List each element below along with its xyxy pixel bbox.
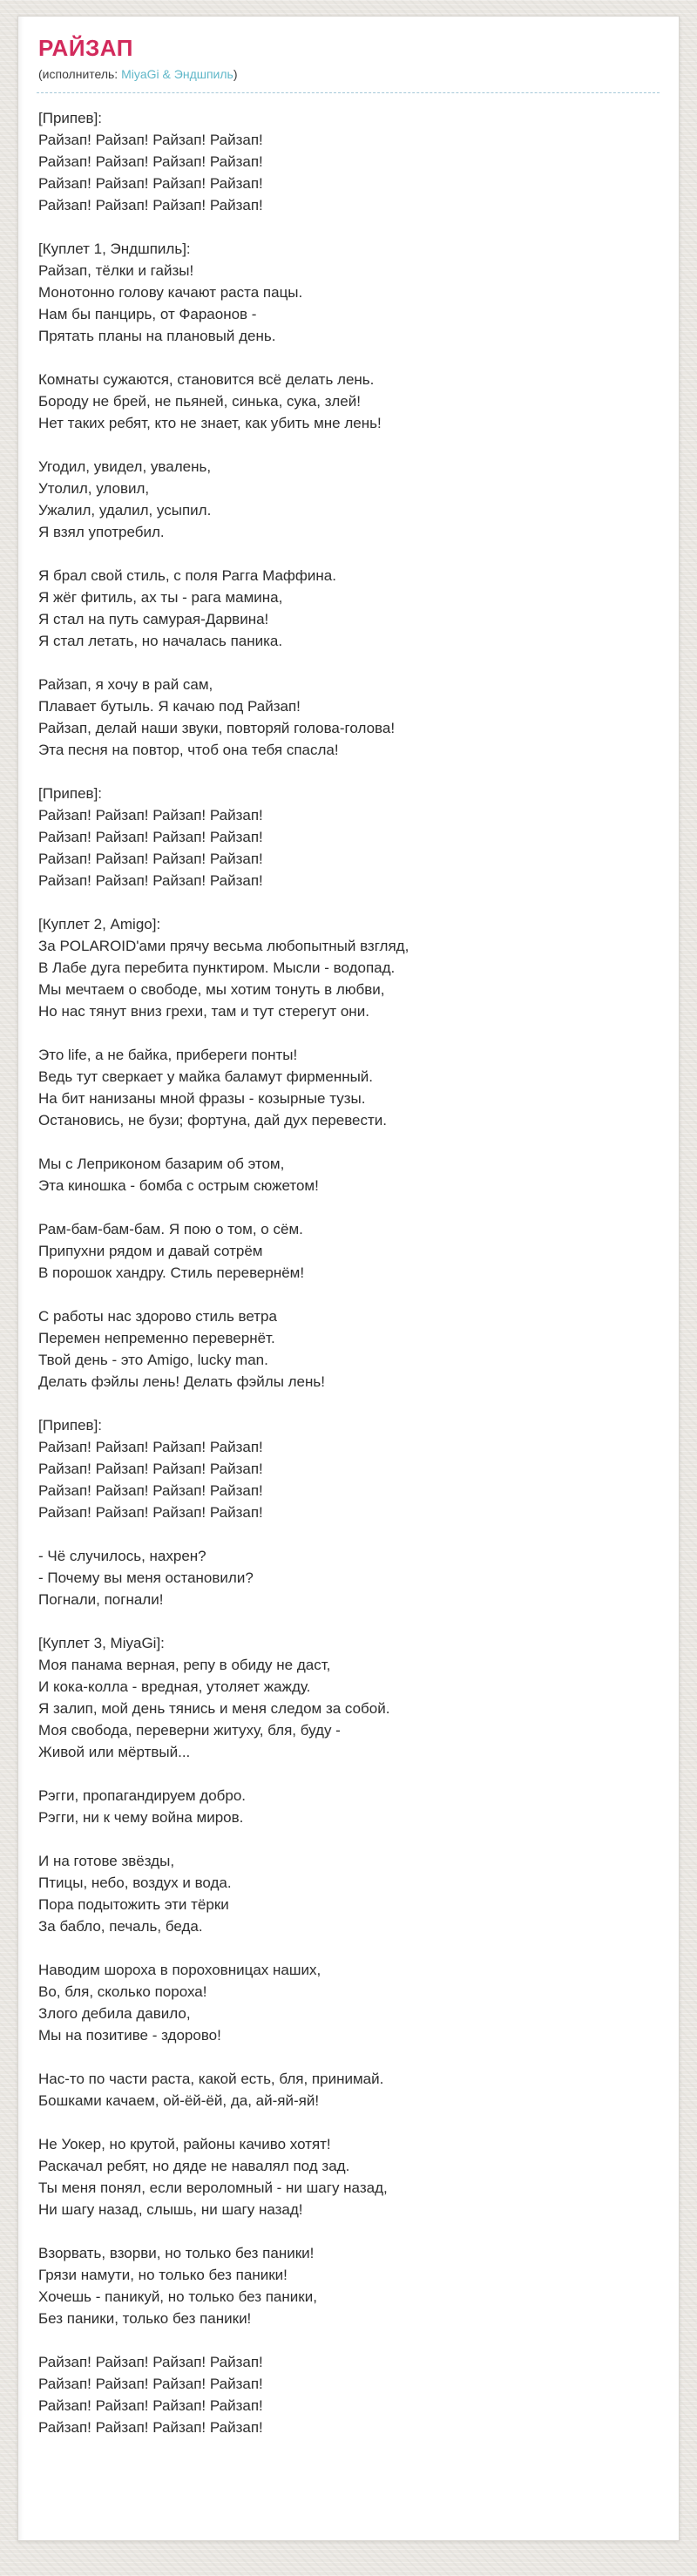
stanza [38,783,658,891]
lyric-line: Прятать планы на плановый день. [38,328,276,344]
lyric-line: Погнали, погнали! [38,1591,164,1608]
lyric-line: Рам-бам-бам-бам. Я пою о том, о сём. [38,1221,303,1237]
lyric-line: Злого дебила давило, [38,2005,191,2022]
stanza [38,1850,658,1937]
lyric-line: Райзап! Райзап! Райзап! Райзап! [38,2419,263,2436]
lyric-line: Нам бы панцирь, от Фараонов - [38,306,257,322]
stanza [38,1414,658,1523]
lyric-line: Пора подытожить эти тёрки [38,1896,229,1913]
lyric-line: Мы мечтаем о свободе, мы хотим тонуть в любви, [38,981,385,998]
lyric-line: Моя панама верная, репу в обиду не даст, [38,1657,331,1673]
lyric-line: За бабло, печаль, беда. [38,1918,203,1935]
lyric-line: Плавает бутыль. Я качаю под Райзап! [38,698,301,715]
lyric-line: Грязи намути, но только без паники! [38,2267,288,2283]
lyric-line: Райзап! Райзап! Райзап! Райзап! [38,1439,263,1455]
stanza [38,2133,658,2220]
lyric-line: Взорвать, взорви, но только без паники! [38,2245,315,2261]
lyric-line: Нас-то по части раста, какой есть, бля, принимай. [38,2071,384,2087]
lyric-line: Райзап! Райзап! Райзап! Райзап! [38,197,263,214]
lyric-line: Я стал летать, но началась паника. [38,633,283,649]
lyric-line: Бошками качаем, ой-ёй-ёй, да, ай-яй-яй! [38,2092,320,2109]
lyric-line: Райзап! Райзап! Райзап! Райзап! [38,1461,263,1477]
lyric-line: Ведь тут сверкает у майка баламут фирменный. [38,1068,374,1085]
stanza [38,913,658,1022]
lyric-line: [Припев]: [38,1417,103,1434]
lyric-line: Эта песня на повтор, чтоб она тебя спасла! [38,742,339,758]
lyric-line: [Припев]: [38,785,103,802]
lyric-line: Райзап, я хочу в рай сам, [38,676,213,693]
lyric-line: Райзап! Райзап! Райзап! Райзап! [38,872,263,889]
lyric-line: Комнаты сужаются, становится всё делать лень. [38,371,375,388]
lyric-line: Райзап, делай наши звуки, повторяй голова-голова! [38,720,396,736]
stanza [38,1785,658,1828]
lyric-line: Угодил, увидел, увалень, [38,458,212,475]
stanza [38,1959,658,2046]
lyric-line: Нет таких ребят, кто не знает, как убить мне лень! [38,415,382,431]
lyric-line: Утолил, уловил, [38,480,150,497]
lyric-line: Райзап! Райзап! Райзап! Райзап! [38,851,263,867]
lyrics-card [17,16,680,2541]
stanza [38,1218,658,1284]
lyric-line: В порошок хандру. Стиль перевернём! [38,1264,305,1281]
lyric-line: Я залип, мой день тянись и меня следом за собой. [38,1700,390,1717]
lyric-line: Раскачал ребят, но дяде не навалял под зад. [38,2158,350,2174]
stanza [38,2242,658,2329]
artist-suffix: ) [233,67,238,81]
stanza [38,238,658,347]
lyric-line: Ужалил, удалил, усыпил. [38,502,212,519]
lyric-line: Мы на позитиве - здорово! [38,2027,221,2044]
lyric-line: Райзап, тёлки и гайзы! [38,262,194,279]
stanza [38,1305,658,1393]
stanza [38,1545,658,1610]
page-background [0,16,697,2576]
stanza [38,2351,658,2438]
lyric-line: На бит нанизаны мной фразы - козырные тузы. [38,1090,366,1107]
lyric-line: Райзап! Райзап! Райзап! Райзап! [38,829,263,845]
lyric-line: Ты меня понял, если вероломный - ни шагу назад, [38,2179,388,2196]
lyric-line: Рэгги, пропагандируем добро. [38,1787,247,1804]
stanza [38,1153,658,1196]
lyric-line: Птицы, небо, воздух и вода. [38,1874,232,1891]
lyric-line: Наводим шороха в пороховницах наших, [38,1962,321,1978]
lyric-line: Остановись, не бузи; фортуна, дай дух перевести. [38,1112,388,1129]
artist-prefix: (исполнитель: [38,67,122,81]
lyric-line: Монотонно голову качают раста пацы. [38,284,303,301]
lyric-line: [Припев]: [38,110,103,126]
lyric-line: Не Уокер, но крутой, районы качиво хотят! [38,2136,331,2152]
lyric-line: Я стал на путь самурая-Дарвина! [38,611,269,627]
lyric-line: И кока-колла - вредная, утоляет жажду. [38,1678,311,1695]
lyric-line: С работы нас здорово стиль ветра [38,1308,277,1325]
lyric-line: Райзап! Райзап! Райзап! Райзап! [38,132,263,148]
lyric-line: Делать фэйлы лень! Делать фэйлы лень! [38,1373,325,1390]
dashed-divider [37,92,660,93]
lyric-line: Я жёг фитиль, ах ты - рага мамина, [38,589,283,606]
page-title: РАЙЗАП [38,35,133,61]
lyric-line: Ни шагу назад, слышь, ни шагу назад! [38,2201,303,2218]
lyric-line: Без паники, только без паники! [38,2310,252,2327]
lyric-line: Во, бля, сколько пороха! [38,1983,207,2000]
stanza [38,674,658,761]
lyric-line: Эта киношка - бомба с острым сюжетом! [38,1177,319,1194]
lyric-line: Рэгги, ни к чему война миров. [38,1809,244,1826]
lyric-line: Райзап! Райзап! Райзап! Райзап! [38,1482,263,1499]
lyric-line: Райзап! Райзап! Райзап! Райзап! [38,1504,263,1521]
artist-line [38,66,658,92]
lyric-line: Я взял употребил. [38,524,165,540]
lyric-line: Это life, а не байка, прибереги понты! [38,1047,298,1063]
lyric-line: Райзап! Райзап! Райзап! Райзап! [38,175,263,192]
lyric-line: За POLAROID'ами прячу весьма любопытный взгляд, [38,938,409,954]
lyrics [38,107,658,2438]
stanza [38,369,658,434]
stanza [38,1632,658,1763]
lyric-line: [Куплет 1, Эндшпиль]: [38,241,191,257]
artist-link[interactable]: MiyaGi & Эндшпиль [121,67,233,81]
lyric-line: И на готове звёзды, [38,1853,175,1869]
lyric-line: Я брал свой стиль, с поля Рагга Маффина. [38,567,336,584]
lyric-line: [Куплет 3, MiyaGi]: [38,1635,165,1651]
lyric-line: Бороду не брей, не пьяней, синька, сука, злей! [38,393,361,410]
stanza [38,2068,658,2112]
lyric-line: Райзап! Райзап! Райзап! Райзап! [38,2397,263,2414]
lyric-line: Твой день - это Amigo, lucky man. [38,1352,268,1368]
lyric-line: [Куплет 2, Amigo]: [38,916,161,932]
lyric-line: В Лабе дуга перебита пунктиром. Мысли - водопад. [38,959,396,976]
stanza [38,107,658,216]
stanza [38,456,658,543]
lyric-line: Хочешь - паникуй, но только без паники, [38,2288,317,2305]
lyric-line: Но нас тянут вниз грехи, там и тут стерегут они. [38,1003,369,1020]
stanza [38,565,658,652]
lyric-line: Живой или мёртвый... [38,1744,191,1760]
lyric-line: Мы с Леприконом базарим об этом, [38,1156,285,1172]
lyric-line: Моя свобода, переверни житуху, бля, буду - [38,1722,341,1739]
lyric-line: Перемен непременно перевернёт. [38,1330,275,1346]
lyric-line: Райзап! Райзап! Райзап! Райзап! [38,153,263,170]
lyric-line: Райзап! Райзап! Райзап! Райзап! [38,2354,263,2370]
lyric-line: Райзап! Райзап! Райзап! Райзап! [38,2376,263,2392]
stanza [38,1044,658,1131]
lyric-line: - Почему вы меня остановили? [38,1569,254,1586]
lyric-line: - Чё случилось, нахрен? [38,1548,206,1564]
lyric-line: Припухни рядом и давай сотрём [38,1243,263,1259]
lyric-line: Райзап! Райзап! Райзап! Райзап! [38,807,263,824]
